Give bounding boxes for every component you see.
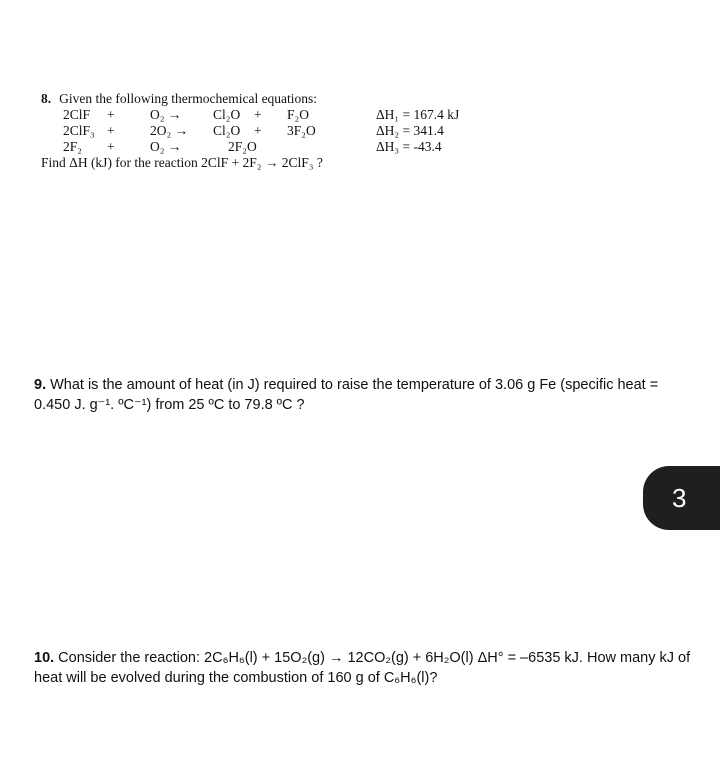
plus-sign: +	[107, 123, 115, 138]
enthalpy-value: ΔH₂ = 341.4	[376, 123, 444, 138]
reactant: O₂ →	[150, 139, 182, 154]
page-number: 3	[672, 483, 687, 513]
plus-sign: +	[107, 139, 115, 154]
product: F₂O	[287, 107, 309, 122]
reactant: 2ClF	[63, 107, 91, 122]
reactant: 2O₂ →	[150, 123, 189, 138]
enthalpy-value: ΔH₁ = 167.4 kJ	[376, 107, 460, 122]
product: 2F₂O	[228, 139, 257, 154]
reactant: O₂ →	[150, 107, 182, 122]
question-number: 10.	[34, 650, 55, 666]
question-9	[34, 375, 694, 415]
product: Cl₂O	[213, 107, 241, 122]
reactant: 2ClF₃	[63, 123, 95, 138]
product: 3F₂O	[287, 123, 316, 138]
plus-sign: +	[254, 107, 262, 122]
plus-sign: +	[107, 107, 115, 122]
question-text: Consider the reaction: 2C₆H₆(l) + 15O₂(g) → 12CO₂(g) + 6H₂O(l) ΔH° = –6535 kJ. How many kJ of heat will be evolved during the combustion of 160 g of C₆H₆(l)?	[34, 650, 691, 686]
question-8-prompt: Find ΔH (kJ) for the reaction 2ClF + 2F₂ → 2ClF₃ ?	[41, 155, 323, 170]
reactant: 2F₂	[63, 139, 82, 154]
question-text: Given the following thermochemical equations:	[59, 91, 318, 106]
question-8-heading	[41, 91, 317, 107]
question-text: What is the amount of heat (in J) required to raise the temperature of 3.06 g Fe (specific heat = 0.450 J. g⁻¹. ºC⁻¹) from 25 ºC to 79.8 ºC ?	[34, 377, 659, 413]
question-number: 8.	[41, 91, 52, 106]
question-number: 9.	[34, 377, 47, 393]
plus-sign: +	[254, 123, 262, 138]
page-number-badge	[643, 466, 720, 530]
question-10	[34, 648, 699, 688]
enthalpy-value: ΔH₃ = -43.4	[376, 139, 442, 154]
product: Cl₂O	[213, 123, 241, 138]
question-8	[41, 91, 460, 170]
